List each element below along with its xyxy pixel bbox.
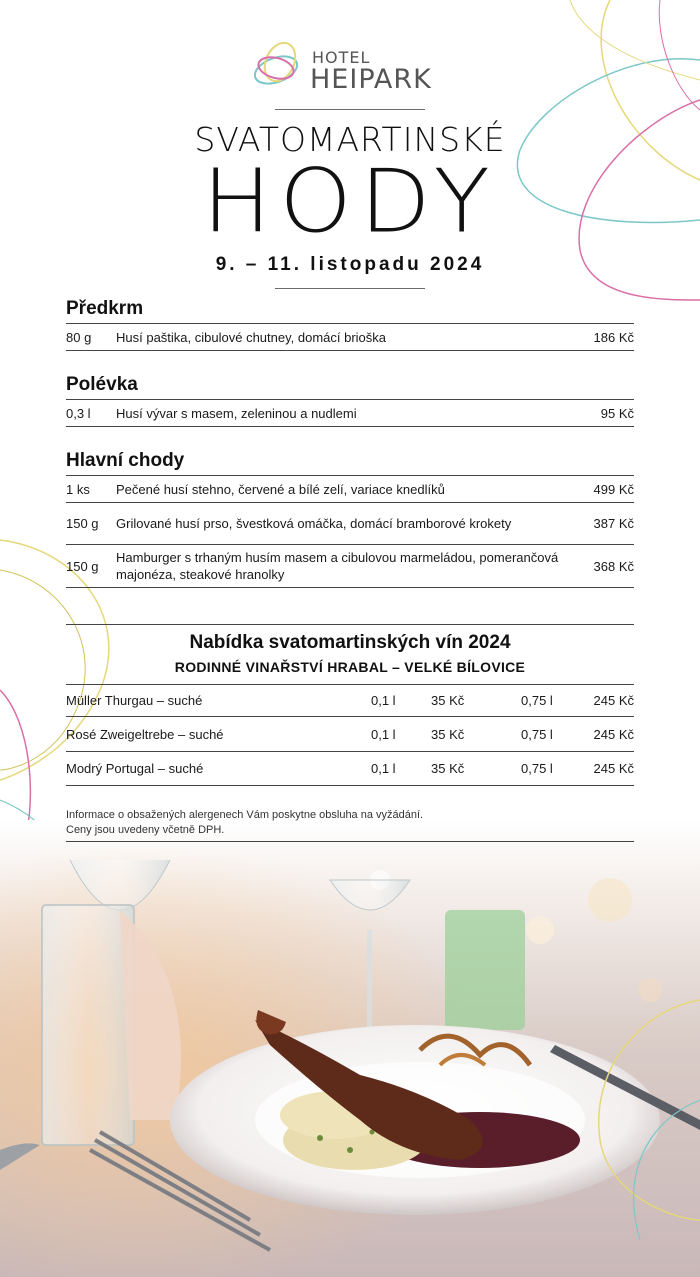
menu-item-qty: 0,3 l — [66, 405, 91, 421]
menu-item — [66, 545, 634, 587]
wine-name: Modrý Portugal – suché — [66, 761, 204, 776]
divider — [66, 624, 634, 625]
menu-item-name: Hamburger s trhaným husím masem a cibulovou marmeládou, pomerančová majonéza, steakové hranolky — [116, 550, 559, 582]
wine-price-small: 35 Kč — [431, 727, 465, 742]
header-divider-bottom — [275, 288, 425, 289]
wine-item — [66, 727, 634, 747]
menu-item — [66, 400, 634, 426]
wine-volume-small: 0,1 l — [371, 693, 396, 708]
menu-item — [66, 476, 634, 502]
menu-item-name: Pečené husí stehno, červené a bílé zelí, variace knedlíků — [116, 481, 445, 497]
menu-item-price: 95 Kč — [600, 405, 634, 421]
menu-item — [66, 324, 634, 350]
wine-section-title: Nabídka svatomartinských vín 2024 — [189, 632, 511, 653]
menu-item-qty: 150 g — [66, 516, 99, 531]
wine-item — [66, 693, 634, 713]
divider — [66, 350, 634, 351]
divider — [66, 751, 634, 752]
header-divider-top — [275, 109, 425, 110]
wine-price-small: 35 Kč — [431, 761, 465, 776]
wine-price-bottle: 245 Kč — [593, 727, 634, 742]
menu-item — [66, 503, 634, 544]
hotel-logo — [250, 38, 460, 98]
page-title-line1: SVATOMARTINSKÉ — [194, 120, 506, 159]
menu-item-price: 387 Kč — [593, 516, 634, 531]
wine-name: Rosé Zweigeltrebe – suché — [66, 727, 224, 742]
wine-volume-bottle: 0,75 l — [521, 693, 553, 708]
allergen-note — [66, 808, 423, 838]
wine-section-subtitle: RODINNÉ VINAŘSTVÍ HRABAL – VELKÉ BÍLOVICE — [174, 659, 526, 675]
page-title-line2: HODY — [202, 150, 498, 253]
allergen-note-line2: Ceny jsou uvedeny včetně DPH. — [66, 824, 225, 836]
section-title-soup: Polévka — [66, 374, 138, 395]
divider — [66, 587, 634, 588]
wine-volume-small: 0,1 l — [371, 761, 396, 776]
menu-item-qty: 150 g — [66, 558, 99, 574]
allergen-note-line1: Informace o obsažených alergenech Vám poskytne obsluha na vyžádání. — [66, 809, 424, 821]
menu-item-qty: 80 g — [66, 329, 92, 345]
wine-name: Müller Thurgau – suché — [66, 693, 203, 708]
food-photo — [0, 820, 700, 1277]
menu-item-price: 368 Kč — [593, 558, 634, 574]
menu-item-name: Husí vývar s masem, zeleninou a nudlemi — [116, 405, 357, 421]
wine-price-small: 35 Kč — [431, 693, 465, 708]
wine-price-bottle: 245 Kč — [593, 693, 634, 708]
wine-volume-small: 0,1 l — [371, 727, 396, 742]
wine-volume-bottle: 0,75 l — [521, 761, 553, 776]
divider — [66, 684, 634, 685]
logo-hotel-text: HOTEL — [312, 48, 371, 67]
divider — [66, 841, 634, 842]
logo-name-text: HEIPARK — [310, 64, 432, 95]
menu-item-qty: 1 ks — [66, 481, 90, 497]
wine-item — [66, 761, 634, 781]
divider — [66, 785, 634, 786]
section-title-main: Hlavní chody — [66, 450, 185, 471]
section-title-starter: Předkrm — [66, 298, 144, 319]
divider — [66, 716, 634, 717]
menu-item-price: 499 Kč — [593, 481, 634, 497]
roast-goose-plate-image — [0, 820, 700, 1277]
menu-item-name: Husí paštika, cibulové chutney, domácí brioška — [116, 329, 387, 345]
event-date: 9. – 11. listopadu 2024 — [215, 254, 485, 275]
menu-item-price: 186 Kč — [593, 329, 634, 345]
divider — [66, 426, 634, 427]
menu-item-name: Grilované husí prso, švestková omáčka, domácí bramborové krokety — [116, 516, 512, 531]
logo-knot-icon — [250, 38, 306, 94]
wine-volume-bottle: 0,75 l — [521, 727, 553, 742]
wine-price-bottle: 245 Kč — [593, 761, 634, 776]
